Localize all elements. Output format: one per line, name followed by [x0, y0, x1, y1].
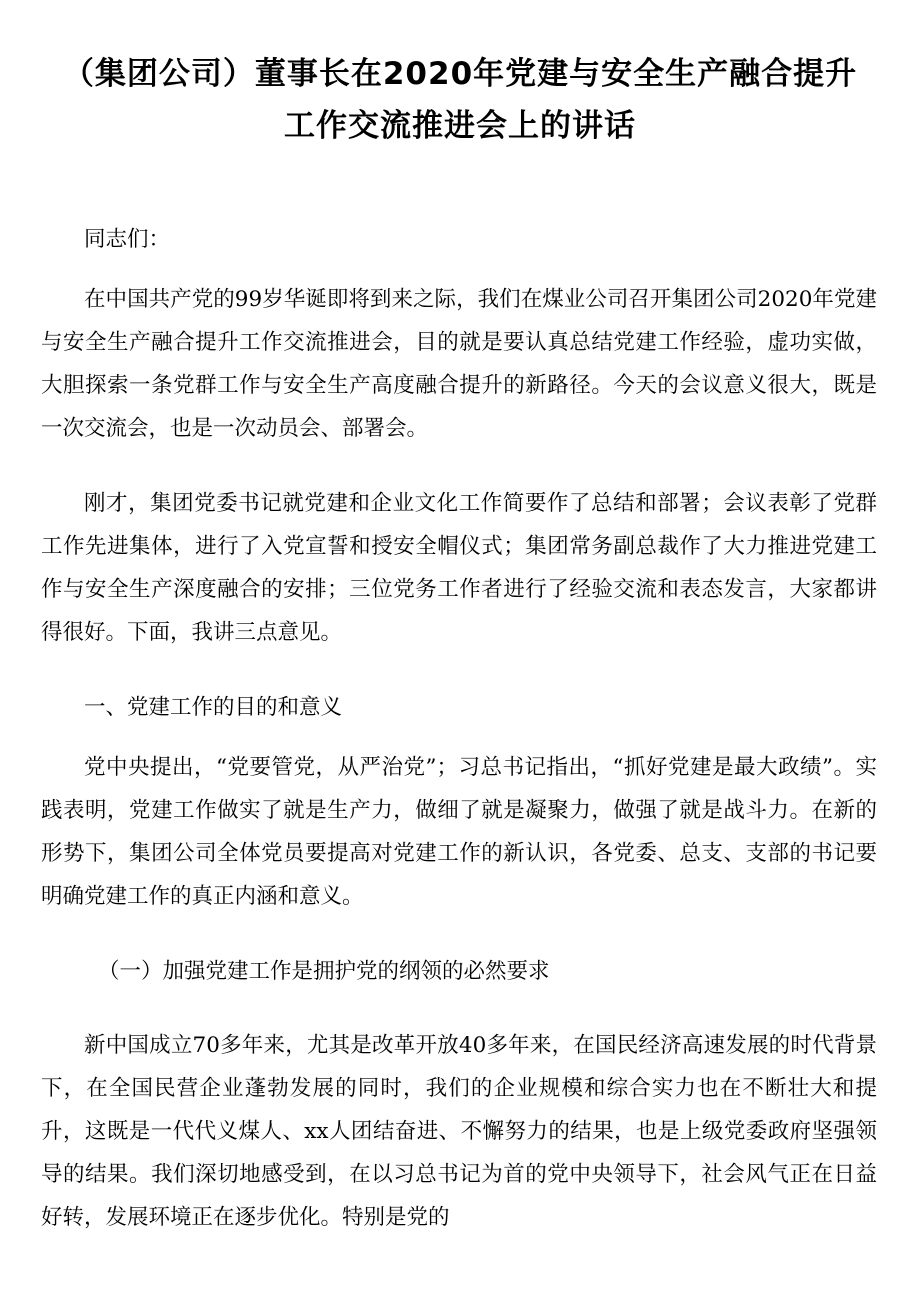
document-title-line-2: 工作交流推进会上的讲话 [284, 108, 636, 144]
salutation: 同志们： [84, 227, 171, 252]
body-paragraph-4: 新中国成立70多年来，尤其是改革开放40多年来，在国民经济高速发展的时代背景下，在全国民营企业蓬勃发展的同时，我们的企业规模和综合实力也在不断壮大和提升，这既是一代代义煤人、xx人团结奋进、不懈努力的结果，也是上级党委政府坚强领导的结果。我们深切地感受到，在以习总书记为首的党中央领导下，社会风气正在日益好转，发展环境正在逐步优化。特别是党的 [41, 1033, 877, 1230]
body-paragraph-3: 党中央提出，“党要管党，从严治党”；习总书记指出，“抓好党建是最大政绩”。实践表明，党建工作做实了就是生产力，做细了就是凝聚力，做强了就是战斗力。在新的形势下，集团公司全体党员要提高对党建工作的新认识，各党委、总支、支部的书记要明确党建工作的真正内涵和意义。 [41, 755, 877, 909]
document-title-line-1: （集团公司）董事长在2020年党建与安全生产融合提升 [62, 56, 858, 92]
section-heading-1: 一、党建工作的目的和意义 [84, 695, 343, 720]
body-paragraph-2: 刚才，集团党委书记就党建和企业文化工作简要作了总结和部署；会议表彰了党群工作先进集体，进行了入党宣誓和授安全帽仪式；集团常务副总裁作了大力推进党建工作与安全生产深度融合的安排；三位党务工作者进行了经验交流和表态发言，大家都讲得很好。下面，我讲三点意见。 [41, 491, 877, 645]
subsection-heading-1: （一）加强党建工作是拥护党的纲领的必然要求 [98, 959, 550, 984]
body-paragraph-1: 在中国共产党的99岁华诞即将到来之际，我们在煤业公司召开集团公司2020年党建与安全生产融合提升工作交流推进会，目的就是要认真总结党建工作经验，虚功实做，大胆探索一条党群工作与安全生产高度融合提升的新路径。今天的会议意义很大，既是一次交流会，也是一次动员会、部署会。 [41, 287, 877, 441]
